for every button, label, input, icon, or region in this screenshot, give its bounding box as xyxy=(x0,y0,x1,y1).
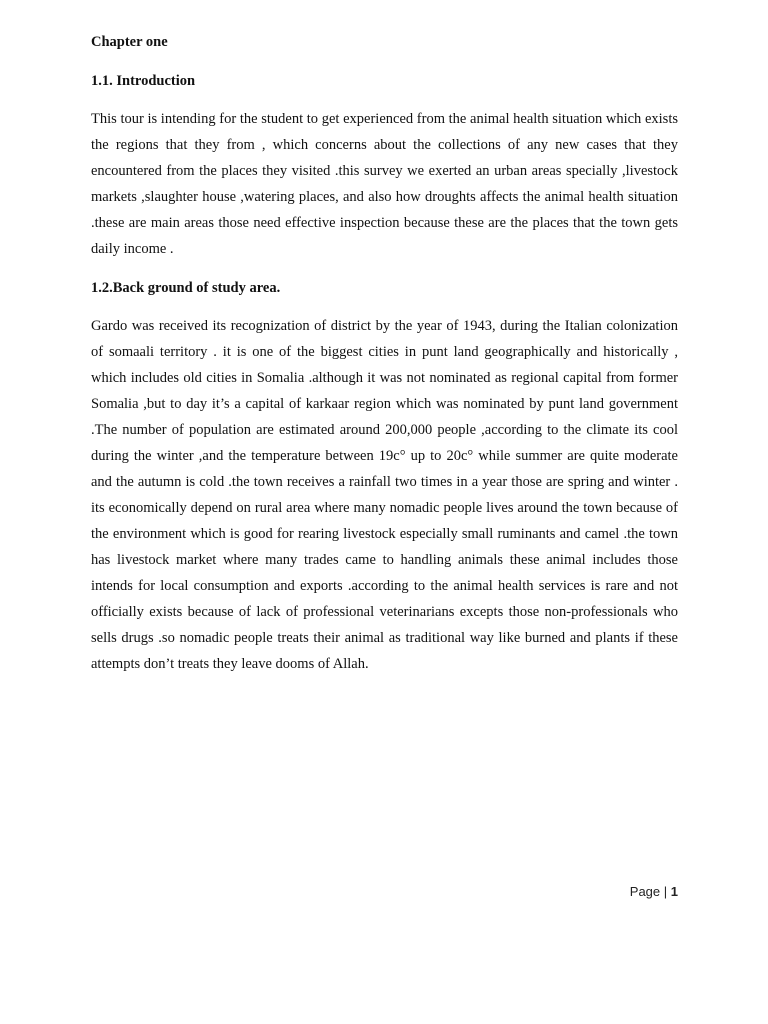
background-paragraph: Gardo was received its recognization of district by the year of 1943, during the Italian colonization of somaali territory . it is one of the biggest cities in punt land geographically and historically , which includes old cities in Somalia .although it was not nominated as regional capital from former Somalia ,but to day it’s a capital of karkaar region which was nominated by punt land government .The number of population are estimated around 200,000 people ,according to the climate its cool during the winter ,and the temperature between 19c° up to 20c° while summer are quite moderate and the autumn is cold .the town receives a rainfall two times in a year those are spring and winter . its economically depend on rural area where many nomadic people lives around the town because of the environment which is good for rearing livestock especially small ruminants and camel .the town has livestock market where many trades came to handling animals these animal includes those intends for local consumption and exports .according to the animal health services is rare and not officially exists because of lack of professional veterinarians excepts those non-professionals who sells drugs .so nomadic people treats their animal as traditional way like burned and plants if these attempts don’t treats they leave dooms of Allah. xyxy=(91,318,678,672)
footer-page-number: 1 xyxy=(670,884,678,899)
section-heading-background: 1.2.Back ground of study area. xyxy=(91,280,281,296)
introduction-paragraph: This tour is intending for the student to get experienced from the animal health situation which exists the regions that they from , which concerns about the collections of any new cases that they encountered from the places they visited .this survey we exerted an urban areas specially ,livestock markets ,slaughter house ,watering places, and also how droughts affects the animal health situation .these are main areas those need effective inspection because these are the places that the town gets daily income . xyxy=(91,111,678,257)
chapter-title: Chapter one xyxy=(91,34,168,50)
footer-separator: | xyxy=(660,884,671,899)
footer-page-label: Page xyxy=(629,884,661,899)
section-heading-introduction: 1.1. Introduction xyxy=(91,73,196,89)
page-footer xyxy=(630,884,678,899)
